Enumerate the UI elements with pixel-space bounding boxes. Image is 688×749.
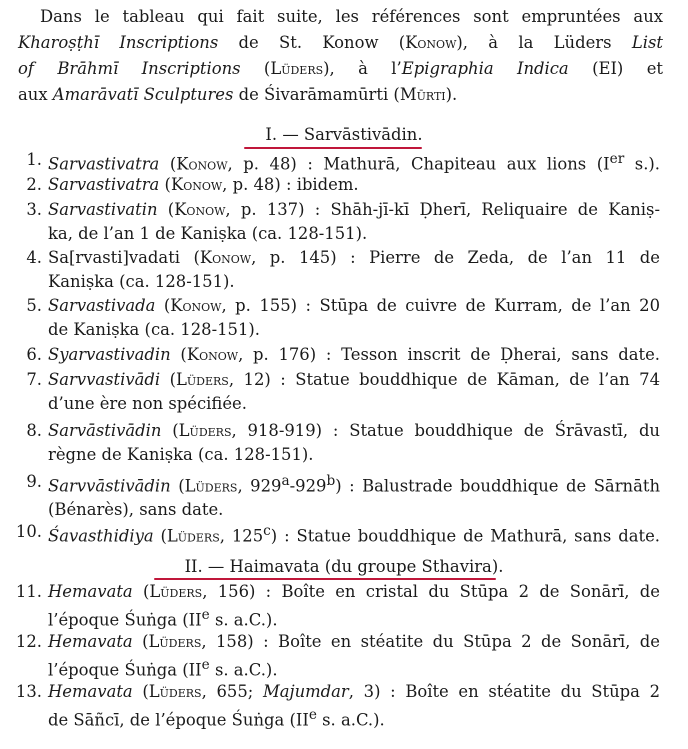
intro-line-2: Kharoṣṭhī Inscriptions de St. Konow (Konow), à la Lüders List	[18, 33, 663, 52]
document-page: Dans le tableau qui fait suite, les références sont empruntées aux Kharoṣṭhī Inscriptions de St. Konow (Konow), à la Lüders List of Brāhmī Inscriptions (Lüders), à l’Epigraphia Indica (EI) et aux Amarāvatī Sculptures de Śivarāmamūrti (Mūrti). I. — Sarvāstivādin. 1. Sarvastivatra (Konow, p. 48) : Mathurā, Chapiteau aux lions (Ier s.). 2. Sarvastivatra (Konow, p. 48) : ibidem. 3. Sarvastivatin (Konow, p. 137) : Shāh-jī-kī Ḍherī, Reliquaire de Kaniṣ- ka, de l’an 1 de Kaniṣka (ca. 128-151). 4. Sa[rvasti]vadati (Konow, p. 145) : Pierre de Zeda, de l’an 11 de Kaniṣka (ca. 128-151). 5. Sarvastivada (Konow, p. 155) : Stūpa de cuivre de Kurram, de l’an 20 de Kaniṣka (ca. 128-151). 6. Syarvastivadin (Konow, p. 176) : Tesson inscrit de Ḍherai, sans date. 7. Sarvvastivādi (Lüders, 12) : Statue bouddhique de Kāman, de l’an 74 d’une ère non spécifiée. 8. Sarvāstivādin (Lüders, 918-919) : Statue bouddhique de Śrāvastī, du règne de Kaniṣka (ca. 128-151). 9. Sarvvāstivādin (Lüders, 929$^a$-929$^b$) : Balustrade bouddhique de Sārnāth (Bénarès), sans date. 10. Śavasthidiya (Lüders, 125$^c$) : Statue bouddhique de Mathurā, sans date. II. — Haimavata (du groupe Sthavira). 11. Hemavata (Lüders, 156) : Boîte en cristal du Stūpa 2 de Sonārī, de l’époque Śuṅga (IIe s. a.C.). 12. Hemavata (Lüders, 158) : Boîte en stéatite du Stūpa 2 de Sonārī, de l’époque Śuṅga (IIe s. a.C.). 13. Hemavata (Lüders, 655; Majumdar, 3) : Boîte en stéatite du Stūpa 2 de Sāñcī, de l’époque Śuṅga (IIe s. a.C.).	[0, 0, 688, 749]
intro-line-4: aux Amarāvatī Sculptures de Śivarāmamūrti (Mūrti).	[18, 85, 458, 104]
section-heading-haimavata: II. — Haimavata (du groupe Sthavira).	[184, 557, 504, 576]
intro-line-3: of Brāhmī Inscriptions (Lüders), à l’Epigraphia Indica (EI) et	[18, 59, 663, 78]
intro-line-1: Dans le tableau qui fait suite, les références sont empruntées aux	[40, 7, 663, 26]
intro-paragraph	[18, 4, 663, 108]
section-heading-sarvastivadin: I. — Sarvāstivādin.	[265, 125, 423, 144]
